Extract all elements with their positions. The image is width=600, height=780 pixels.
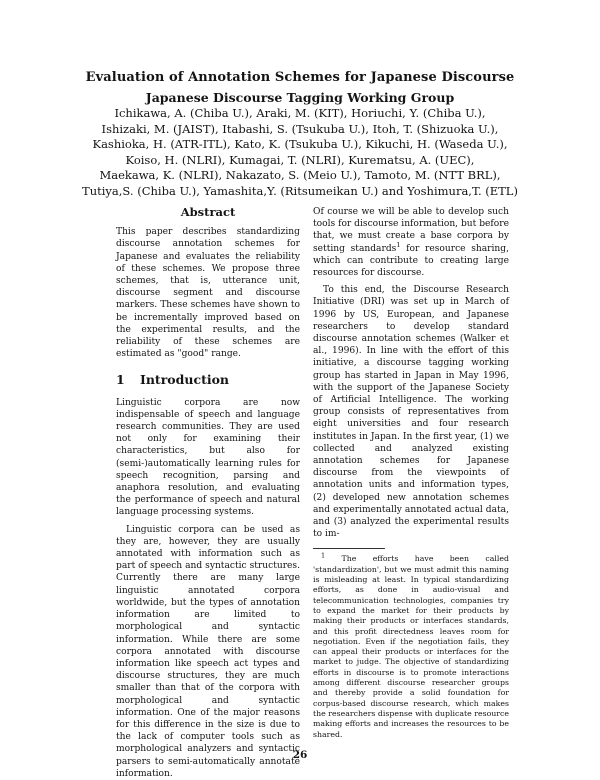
section-title: Introduction <box>140 372 230 388</box>
footnote-divider <box>313 548 385 549</box>
right-paragraph-1 <box>313 206 509 279</box>
page-number: 26 <box>292 749 308 761</box>
right-column <box>313 206 509 740</box>
author-line: Kashioka, H. (ATR-ITL), Kato, K. (Tsukuba U.), Kikuchi, H. (Waseda U.), <box>92 137 508 152</box>
paragraph-text: for resource sharing, which can contribute to creating large resources for discourse. <box>313 243 509 279</box>
abstract-text: This paper describes standardizing discourse annotation schemes for Japanese and evaluates the reliability of these schemes. We propose three schemes, that is, utterance unit, discourse segment and discourse markers. These schemes have shown to be incrementally improved based on the experimental results, and the reliability of these schemes are estimated as "good" range. <box>116 227 300 360</box>
footnote-ref: 1 <box>396 240 401 249</box>
author-list <box>40 106 560 200</box>
abstract-heading: Abstract <box>180 205 236 219</box>
intro-paragraph-1: Linguistic corpora are now indispensable of speech and language research communities. They are used not only for examining their characteristics, but also for (semi-)automatically learning rules for speech recognition, parsing and anaphora resolution, and evaluating the performance of speech and natural language processing systems. <box>116 397 300 518</box>
left-column <box>116 206 300 780</box>
paragraph-text: Of course we will be able to develop such tools for discourse information, but before that, we must create a base corpora by setting standards <box>313 207 509 254</box>
author-line: Ichikawa, A. (Chiba U.), Araki, M. (KIT), Horiuchi, Y. (Chiba U.), <box>114 106 486 120</box>
author-line: Koiso, H. (NLRI), Kumagai, T. (NLRI), Kurematsu, A. (UEC), <box>125 152 475 167</box>
author-line: Tutiya,S. (Chiba U.), Yamashita,Y. (Ritsumeikan U.) and Yoshimura,T. (ETL) <box>82 183 518 198</box>
working-group-name: Japanese Discourse Tagging Working Group <box>145 90 455 105</box>
footnote <box>313 551 509 739</box>
section-heading <box>116 374 300 386</box>
author-line: Ishizaki, M. (JAIST), Itabashi, S. (Tsukuba U.), Itoh, T. (Shizuoka U.), <box>101 121 499 136</box>
intro-paragraph-2: Linguistic corpora can be used as they are, however, they are usually annotated with information such as part of speech and syntactic structures. Currently there are many large linguistic annotated corpora worldwide, but the types of annotation information are limited to morphological and syntactic information. While there are some corpora annotated with discourse information like speech act types and discourse structures, they are much smaller than that of the corpora with morphological and syntactic information. One of the major reasons for this difference in the size is due to the lack of computer tools such as morphological analyzers and syntactic parsers to semi-automatically annotate information. <box>116 524 300 779</box>
right-paragraph-2: To this end, the Discourse Research Initiative (DRI) was set up in March of 1996 by US, European, and Japanese researchers to develop standard discourse annotation schemes (Walker et al., 1996). In line with the effort of this initiative, a discourse tagging working group has started in Japan in May 1996, with the support of the Japanese Society of Artificial Intelligence. The working group consists of representatives from eight universities and four research institutes in Japan. In the first year, (1) we collected and analyzed existing annotation schemes for Japanese discourse from the viewpoints of annotation units and information types, (2) developed new annotation schemes and experimentally annotated actual data, and (3) analyzed the experimental results to im- <box>313 285 509 540</box>
paper-title: Evaluation of Annotation Schemes for Japanese Discourse <box>85 70 515 85</box>
footnote-text: The efforts have been called 'standardization', but we must admit this naming is misleading at least. In typical standardizing efforts, as done in audio-visual and telecommunication technologies, companies try to expand the market for their products by making their products or interfaces standards, and this profit directedness leaves room for negotiation. Even if the negotiation fails, they can appeal their products or interfaces for the market to judge. The objective of standardizing efforts in discourse is to promote interactions among different discourse researcher groups and thereby provide a solid foundation for corpus-based discourse research, which makes the researchers dispense with duplicate resource making efforts and increases the resources to be shared. <box>313 554 509 739</box>
footnote-mark: 1 <box>321 551 326 560</box>
section-number: 1 <box>116 372 125 388</box>
author-line: Maekawa, K. (NLRI), Nakazato, S. (Meio U.), Tamoto, M. (NTT BRL), <box>99 168 501 183</box>
